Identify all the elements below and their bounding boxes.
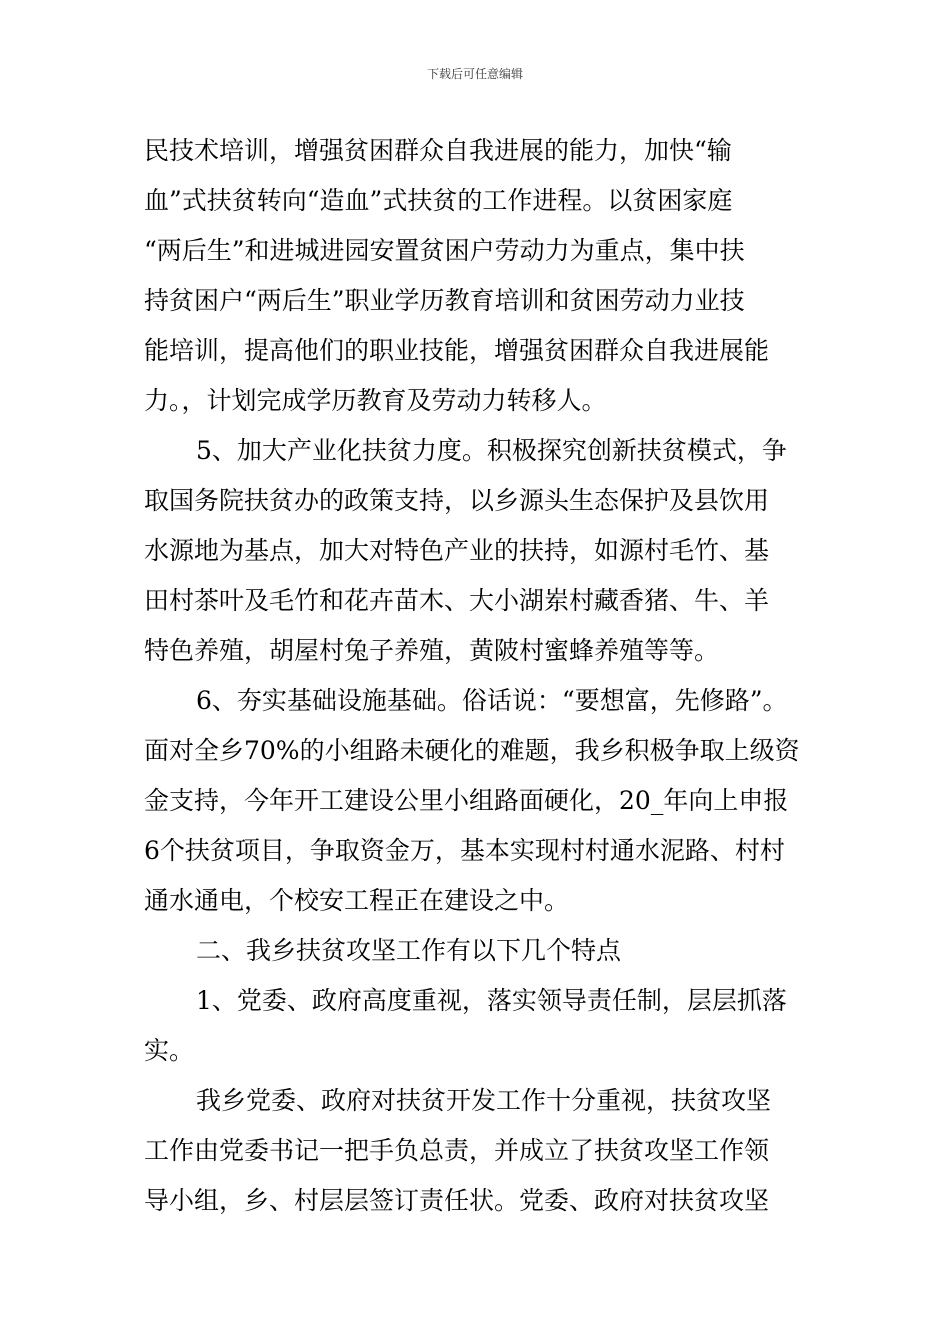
- text-line: 1、党委、政府高度重视，落实领导责任制，层层抓落: [196, 986, 787, 1015]
- text-line: 二、我乡扶贫攻坚工作有以下几个特点: [196, 936, 622, 965]
- text-line: 民技术培训，增强贫困群众自我进展的能力，加快“输: [144, 136, 732, 165]
- text-line: 6、夯实基础设施基础。俗话说：“要想富，先修路”。: [196, 686, 788, 715]
- text-line: 6个扶贫项目，争取资金万，基本实现村村通水泥路、村村: [144, 836, 785, 865]
- text-line: 工作由党委书记一把手负总责，并成立了扶贫攻坚工作领: [144, 1136, 770, 1165]
- text-line: 5、加大产业化扶贫力度。积极探究创新扶贫模式，争: [196, 436, 787, 465]
- text-line: 水源地为基点，加大对特色产业的扶持，如源村毛竹、基: [144, 536, 770, 565]
- text-line: 田村茶叶及毛竹和花卉苗木、大小湖岽村藏香猪、牛、羊: [144, 586, 770, 615]
- document-body: [144, 126, 820, 1226]
- text-line: 血”式扶贫转向“造血”式扶贫的工作进程。以贫困家庭: [144, 186, 733, 215]
- text-line: 特色养殖，胡屋村兔子养殖，黄陂村蜜蜂养殖等等。: [144, 636, 720, 665]
- text-line: 通水通电，个校安工程正在建设之中。: [144, 886, 570, 915]
- text-line: 实。: [144, 1036, 195, 1065]
- text-line: 取国务院扶贫办的政策支持，以乡源头生态保护及县饮用: [144, 486, 770, 515]
- text-line: 面对全乡70%的小组路未硬化的难题，我乡积极争取上级资: [144, 736, 800, 765]
- text-line: 持贫困户“两后生”职业学历教育培训和贫困劳动力业技: [144, 286, 745, 315]
- text-line: 我乡党委、政府对扶贫开发工作十分重视，扶贫攻坚: [196, 1086, 772, 1115]
- page-header-note: 下载后可任意编辑: [426, 67, 523, 81]
- text-line: 能培训，提高他们的职业技能，增强贫困群众自我进展能: [144, 336, 770, 365]
- text-line: “两后生”和进城进园安置贫困户劳动力为重点，集中扶: [144, 236, 745, 265]
- text-line: 导小组，乡、村层层签订责任状。党委、政府对扶贫攻坚: [144, 1186, 770, 1215]
- text-line: 力。，计划完成学历教育及劳动力转移人。: [144, 386, 607, 415]
- text-line: 金支持，今年开工建设公里小组路面硬化，20_年向上申报: [144, 786, 789, 815]
